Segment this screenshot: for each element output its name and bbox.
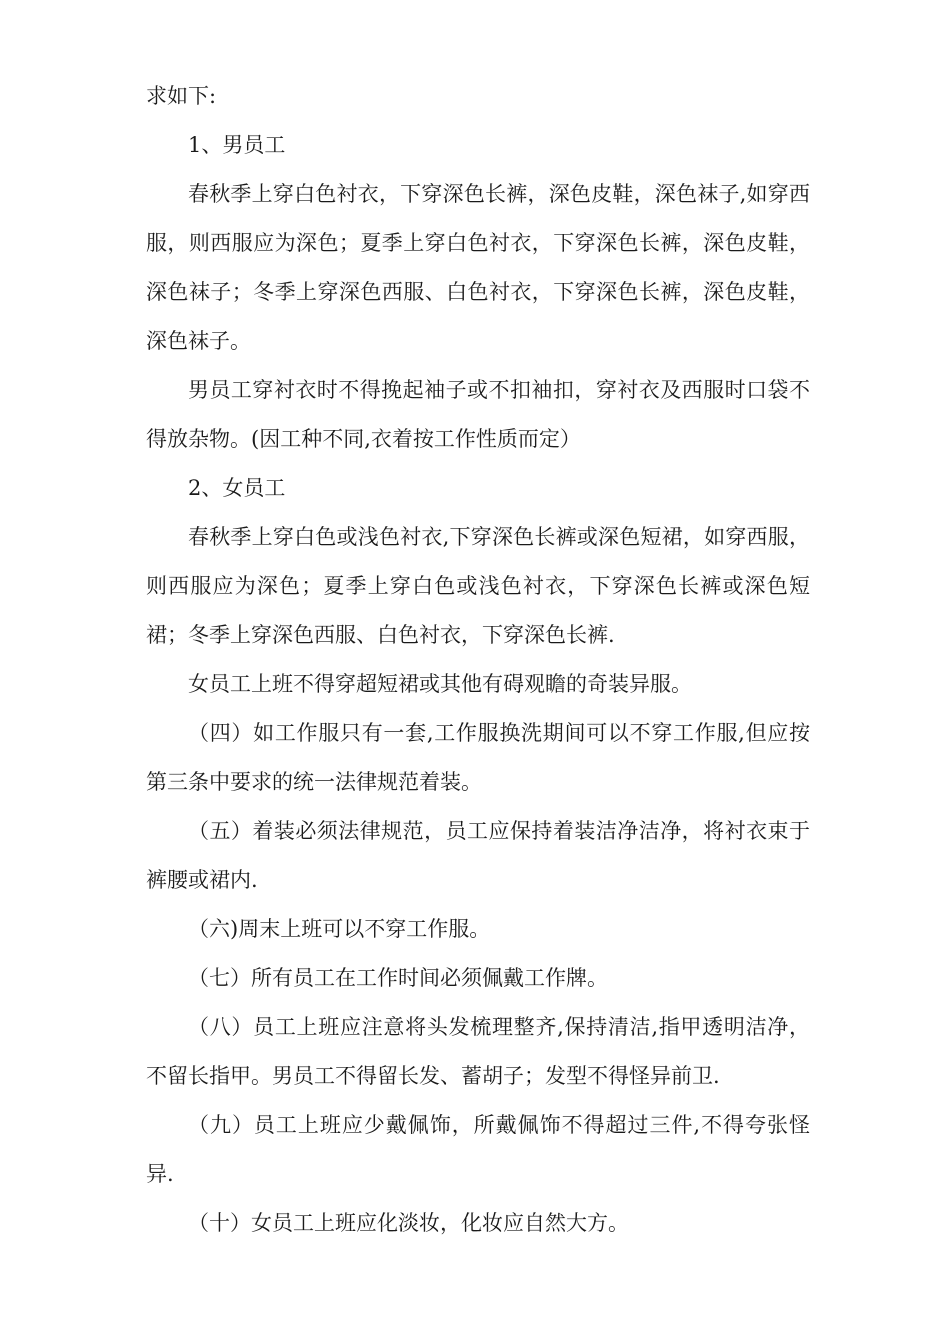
paragraph-rule-10: （十）女员工上班应化淡妆，化妆应自然大方。 <box>188 1211 629 1235</box>
heading-female-staff: 2、女员工 <box>188 476 286 500</box>
heading-male-staff: 1、男员工 <box>188 133 286 157</box>
paragraph-female-seasonal-dress: 春秋季上穿白色或浅色衬衣,下穿深色长裤或深色短裙，如穿西服，则西服应为深色；夏季上穿白色或浅色衬衣，下穿深色长裤或深色短裙；冬季上穿深色西服、白色衬衣，下穿深色长裤. <box>146 525 810 647</box>
paragraph-male-seasonal-dress: 春秋季上穿白色衬衣，下穿深色长裤，深色皮鞋，深色袜子,如穿西服，则西服应为深色；夏季上穿白色衬衣，下穿深色长裤，深色皮鞋，深色袜子；冬季上穿深色西服、白色衬衣，下穿深色长裤，深色皮鞋，深色袜子。 <box>146 182 810 353</box>
paragraph-male-shirt-rules: 男员工穿衬衣时不得挽起袖子或不扣袖扣，穿衬衣及西服时口袋不得放杂物。(因工种不同,衣着按工作性质而定） <box>146 378 810 451</box>
paragraph-continuation: 求如下: <box>146 84 217 108</box>
paragraph-rule-8: （八）员工上班应注意将头发梳理整齐,保持清洁,指甲透明洁净，不留长指甲。男员工不得留长发、蓄胡子；发型不得怪异前卫. <box>146 1015 810 1088</box>
paragraph-female-dress-restriction: 女员工上班不得穿超短裙或其他有碍观瞻的奇装异服。 <box>188 672 692 696</box>
paragraph-rule-5: （五）着装必须法律规范，员工应保持着装洁净洁净，将衬衣束于裤腰或裙内. <box>146 819 810 892</box>
paragraph-rule-9: （九）员工上班应少戴佩饰，所戴佩饰不得超过三件,不得夸张怪异. <box>146 1113 810 1186</box>
document-body <box>146 72 810 1248</box>
paragraph-rule-6: （六)周末上班可以不穿工作服。 <box>188 917 491 941</box>
paragraph-rule-4: （四）如工作服只有一套,工作服换洗期间可以不穿工作服,但应按第三条中要求的统一法律规范着装。 <box>146 721 810 794</box>
paragraph-rule-7: （七）所有员工在工作时间必须佩戴工作牌。 <box>188 966 608 990</box>
